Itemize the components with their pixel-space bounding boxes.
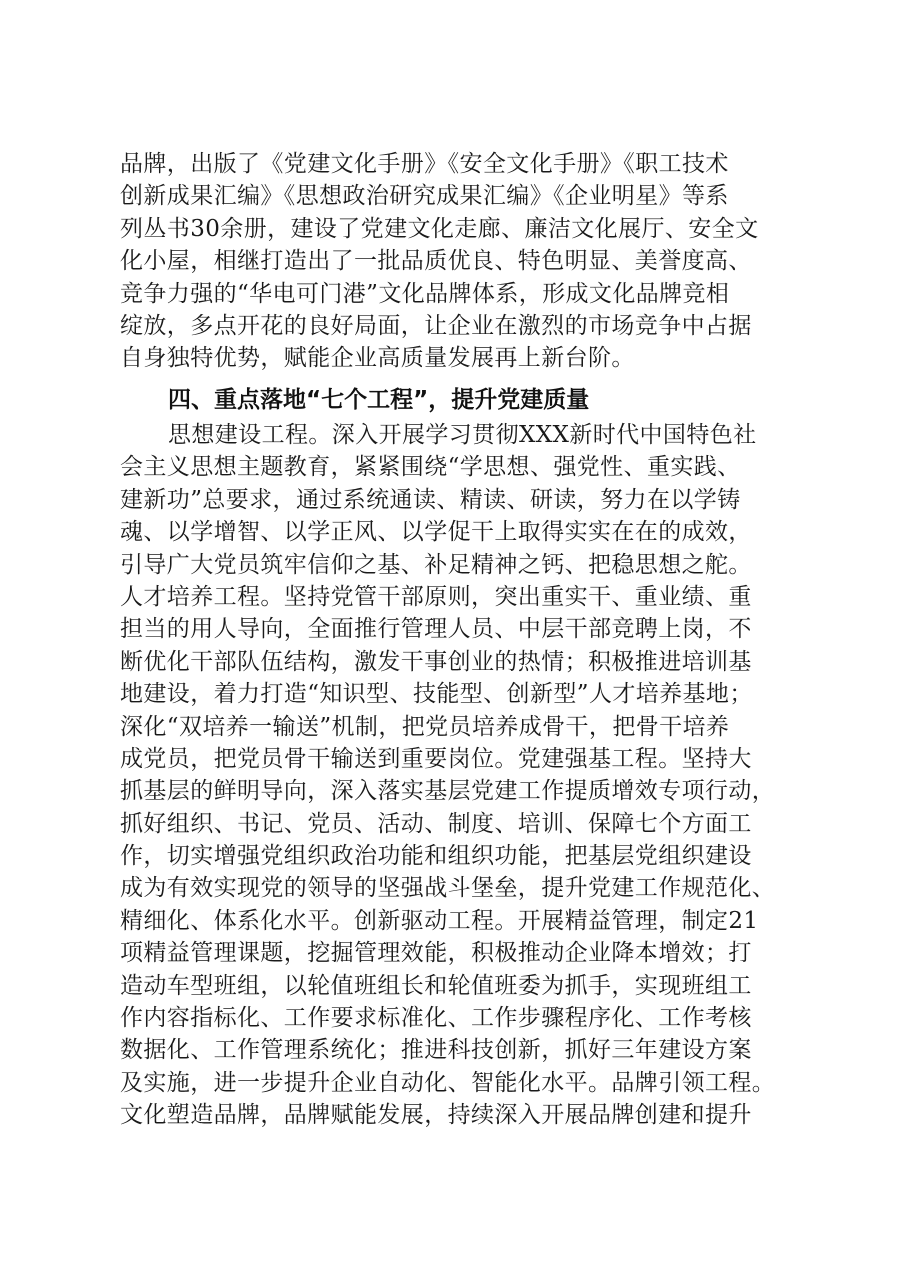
text-line: 担当的用人导向，全面推行管理人员、中层干部竞聘上岗，不	[120, 616, 752, 643]
text-line: 断优化干部队伍结构，激发干事创业的热情；积极推进培训基	[120, 648, 752, 675]
text-line: 建新功”总要求，通过系统通读、精读、研读，努力在以学铸	[120, 486, 741, 513]
text-line: 作，切实增强党组织政治功能和组织功能，把基层党组织建设	[120, 843, 752, 870]
text-line: 思想建设工程。深入开展学习贯彻XXX新时代中国特色社	[168, 422, 757, 448]
text-line: 自身独特优势，赋能企业高质量发展再上新台阶。	[120, 345, 635, 372]
text-line: 造动车型班组，以轮值班组长和轮值班委为抓手，实现班组工	[120, 972, 752, 999]
text-line: 抓基层的鲜明导向，深入落实基层党建工作提质增效专项行动，	[120, 778, 776, 805]
text-line: 创新成果汇编》《思想政治研究成果汇编》《企业明星》等系	[120, 183, 729, 210]
text-line: 引导广大党员筑牢信仰之基、补足精神之钙、把稳思想之舵。	[120, 551, 752, 578]
text-line: 成党员，把党员骨干输送到重要岗位。党建强基工程。坚持大	[120, 745, 752, 772]
text-line: 人才培养工程。坚持党管干部原则，突出重实干、重业绩、重	[120, 583, 752, 610]
text-line: 成为有效实现党的领导的坚强战斗堡垒，提升党建工作规范化、	[120, 875, 776, 902]
text-line: 深化“双培养一输送”机制，把党员培养成骨干，把骨干培养	[120, 713, 730, 740]
text-line: 抓好组织、书记、党员、活动、制度、培训、保障七个方面工	[120, 810, 752, 837]
text-line: 品牌，出版了《党建文化手册》《安全文化手册》《职工技术	[120, 151, 729, 177]
text-line: 数据化、工作管理系统化；推进科技创新，抓好三年建设方案	[120, 1037, 752, 1064]
text-line: 绽放，多点开花的良好局面，让企业在激烈的市场竞争中占据	[120, 312, 752, 339]
text-line: 及实施，进一步提升企业自动化、智能化水平。品牌引领工程。	[120, 1069, 776, 1096]
text-line: 项精益管理课题，挖掘管理效能，积极推动企业降本增效；打	[120, 940, 752, 967]
text-line: 列丛书30余册，建设了党建文化走廊、廉洁文化展厅、安全文	[120, 215, 759, 242]
text-line: 竞争力强的“华电可门港”文化品牌体系，形成文化品牌竞相	[120, 280, 730, 307]
text-line: 化小屋，相继打造出了一批品质优良、特色明显、美誉度高、	[120, 248, 752, 275]
text-line: 会主义思想主题教育，紧紧围绕“学思想、强党性、重实践、	[120, 454, 741, 481]
text-line: 地建设，着力打造“知识型、技能型、创新型”人才培养基地；	[120, 681, 753, 708]
body-paragraph	[120, 419, 820, 1132]
text-line: 魂、以学增智、以学正风、以学促干上取得实实在在的成效，	[120, 519, 752, 546]
section-heading: 四、重点落地“七个工程”，提升党建质量	[168, 387, 590, 413]
text-line: 精细化、体系化水平。创新驱动工程。开展精益管理，制定21	[120, 907, 759, 934]
text-line: 作内容指标化、工作要求标准化、工作步骤程序化、工作考核	[120, 1005, 752, 1032]
continuation-paragraph	[120, 148, 820, 375]
text-line: 文化塑造品牌，品牌赋能发展，持续深入开展品牌创建和提升	[120, 1102, 752, 1129]
